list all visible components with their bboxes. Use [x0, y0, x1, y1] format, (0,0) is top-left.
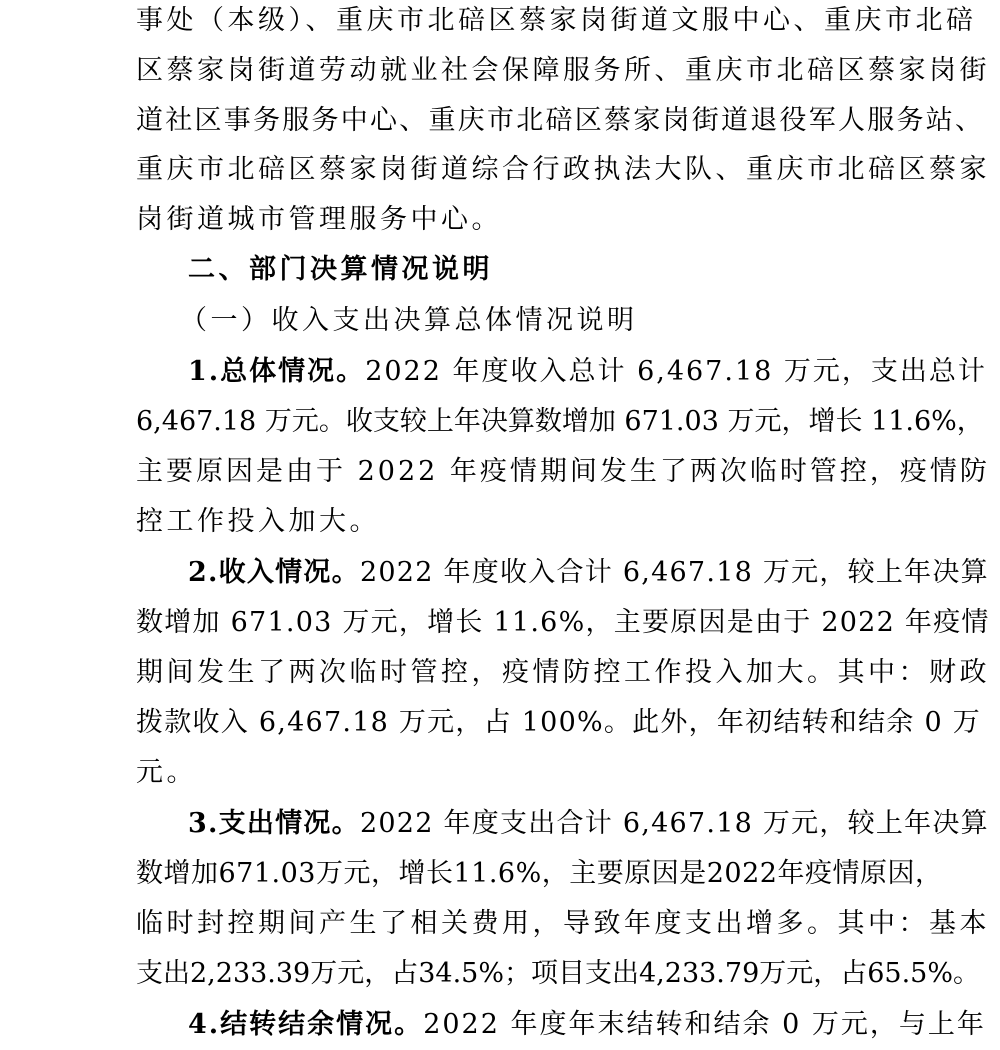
text-line: 道社区事务服务中心、重庆市北碚区蔡家岗街道退役军人服务站、 — [136, 105, 985, 136]
paragraph-text: 2022 年度收入总计 6,467.18 万元，支出总计 — [365, 356, 987, 387]
text-line: 拨款收入 6,467.18 万元，占 100%。此外，年初结转和结余 0 万 — [136, 707, 982, 738]
text-line: 支出2,233.39万元，占34.5%；项目支出4,233.79万元，占65.5%。 — [136, 958, 981, 989]
section-heading: 二、部门决算情况说明 — [188, 254, 493, 285]
text-line: 临时封控期间产生了相关费用，导致年度支出增多。其中：基本 — [136, 908, 990, 939]
paragraph-label: 1.总体情况。 — [188, 356, 366, 387]
paragraph-first-line — [188, 347, 987, 397]
paragraph-first-line — [188, 548, 989, 598]
text-line: 期间发生了两次临时管控，疫情防控工作投入加大。其中：财政 — [136, 657, 990, 688]
paragraph-label: 2.收入情况。 — [188, 557, 360, 588]
paragraph-text: 2022 年度收入合计 6,467.18 万元，较上年决算 — [359, 557, 989, 588]
paragraph-first-line — [188, 1000, 986, 1050]
paragraph-label: 3.支出情况。 — [188, 808, 360, 839]
text-line: 控工作投入加大。 — [136, 506, 380, 537]
paragraph-first-line — [188, 799, 989, 849]
text-line: 数增加671.03万元，增长11.6%，主要原因是2022年疫情原因， — [136, 858, 943, 889]
text-line: 主要原因是由于 2022 年疫情期间发生了两次临时管控，疫情防 — [136, 456, 990, 487]
subsection-heading: （一）收入支出决算总体情况说明 — [180, 305, 638, 336]
text-line: 6,467.18 万元。收支较上年决算数增加 671.03 万元，增长 11.6%， — [136, 406, 984, 437]
text-line: 区蔡家岗街道劳动就业社会保障服务所、重庆市北碚区蔡家岗街 — [136, 55, 990, 86]
paragraph-label: 4.结转结余情况。 — [188, 1009, 424, 1040]
text-line: 元。 — [136, 757, 197, 788]
text-line: 重庆市北碚区蔡家岗街道综合行政执法大队、重庆市北碚区蔡家 — [136, 154, 990, 185]
text-line: 事处（本级）、重庆市北碚区蔡家岗街道文服中心、重庆市北碚 — [136, 5, 977, 36]
paragraph-text: 2022 年度年末结转和结余 0 万元，与上年 — [423, 1009, 986, 1040]
text-line: 数增加 671.03 万元，增长 11.6%，主要原因是由于 2022 年疫情 — [136, 607, 990, 638]
paragraph-text: 2022 年度支出合计 6,467.18 万元，较上年决算 — [359, 808, 989, 839]
text-line: 岗街道城市管理服务中心。 — [136, 204, 502, 235]
